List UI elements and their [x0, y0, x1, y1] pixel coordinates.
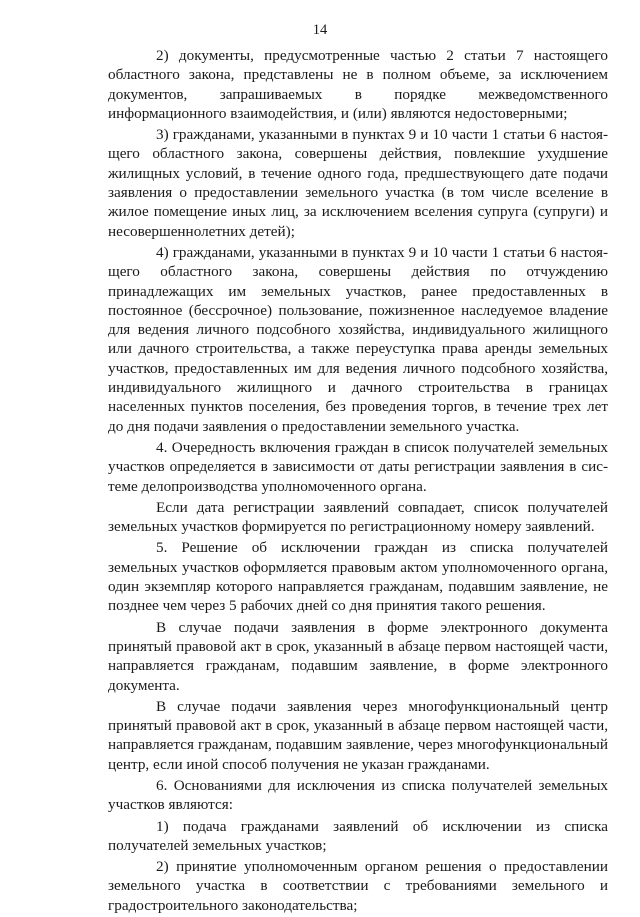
paragraph-item-3: 3) гражданами, указанными в пунктах 9 и 10 части 1 статьи 6 настоящего областного закона, совершены действия, повлекшие ухудшение жилищных условий, в течение одного года, предшествующего дате подачи заявления о предоставлении земельного участка (в том числе вселение в жилое помещение иных лиц, за исключением вселения супруга (супруги) и несовершеннолетних детей); — [108, 126, 608, 240]
paragraph-part-4: 4. Очередность включения граждан в список получателей земельных участков определяется в зависимости от даты регистрации заявления в системе делопроизводства уполномоченного органа. — [108, 438, 608, 495]
paragraph-item-4: 4) гражданами, указанными в пунктах 9 и 10 части 1 статьи 6 настоящего областного закона, совершены действия по отчуждению принадлежащих им земельных участков, ранее предоставленных в постоянное (бессрочное) пользование, пожизненное наследуемое владение для ведения личного подсобного хозяйства, индивидуального жилищного или дачного строительства, а также переуступка права аренды земельных участков, предоставленных им для ведения личного подсобного хозяйства, индивидуального жилищного и дачного строительства в границах населенных пунктов поселения, без проведения торгов, в течение трех лет до дня подачи заявления о предоставлении земельного участка. — [108, 243, 608, 435]
page-number: 14 — [312, 22, 328, 38]
paragraph-item-2: 2) документы, предусмотренные частью 2 статьи 7 настоящего областного закона, представлены не в полном объеме, за исключением документов, запрашиваемых в порядке межведомственного информационного взаимодействия, и (или) являются недостоверными; — [108, 47, 608, 122]
document-body — [108, 46, 608, 917]
paragraph-part-5: 5. Решение об исключении граждан из списка получателей земельных участков оформляется правовым актом уполномоченного органа, один экземпляр которого направляется гражданам, подавшим заявление, не позднее чем через 5 рабочих дней со дня принятия такого решения. — [108, 539, 608, 615]
paragraph-part-6: 6. Основаниями для исключения из списка получателей земельных участков являются: — [108, 776, 608, 814]
paragraph-part-5-mfc: В случае подачи заявления через многофункциональный центр принятый правовой акт в срок, указанный в абзаце первом настоящей части, направляется гражданам, подавшим заявление, через многофункциональный центр, если иной способ получения не указан гражданами. — [108, 697, 608, 773]
paragraph-part-4-registration: Если дата регистрации заявлений совпадает, список получателей земельных участков формируется по регистрационному номеру заявлений. — [108, 498, 608, 536]
paragraph-part-5-electronic: В случае подачи заявления в форме электронного документа принятый правовой акт в срок, указанный в абзаце первом настоящей части, направляется гражданам, подавшим заявление, в форме электронного документа. — [108, 618, 608, 694]
paragraph-part-6-item-2: 2) принятие уполномоченным органом решения о предоставлении земельного участка в соответствии с требованиями земельного и градостроительного законодательства; — [108, 858, 608, 914]
paragraph-part-6-item-1: 1) подача гражданами заявлений об исключении из списка получателей земельных участков; — [108, 817, 608, 854]
